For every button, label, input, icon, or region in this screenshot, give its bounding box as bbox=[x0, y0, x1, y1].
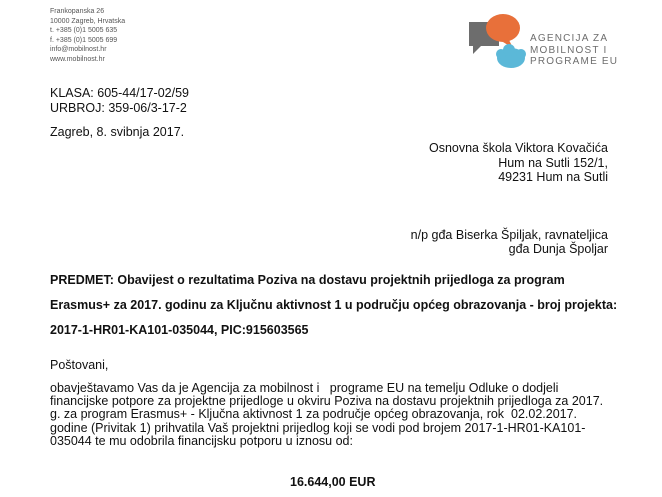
recipient-name: Osnovna škola Viktora Kovačića bbox=[428, 141, 608, 155]
letter-date: Zagreb, 8. svibnja 2017. bbox=[50, 125, 185, 139]
sender-city: 10000 Zagreb, Hrvatska bbox=[50, 17, 126, 25]
subject-line-2: Erasmus+ za 2017. godinu za Ključnu aktivnost 1 u području općeg obrazovanja - broj projekta: bbox=[50, 298, 618, 312]
reference-block bbox=[50, 86, 189, 115]
recipient-address bbox=[429, 141, 608, 185]
sender-website: www.mobilnost.hr bbox=[50, 55, 105, 63]
grant-amount: 16.644,00 EUR bbox=[290, 475, 376, 489]
sender-phone: t. +385 (0)1 5005 635 bbox=[50, 27, 118, 34]
sender-fax: f. +385 (0)1 5005 699 bbox=[50, 36, 118, 44]
recipient-city: 49231 Hum na Sutli bbox=[498, 170, 608, 184]
sender-email: info@mobilnost.hr bbox=[50, 46, 107, 53]
subject-block bbox=[50, 268, 630, 343]
logo-line-3: PROGRAME EU bbox=[530, 56, 619, 67]
urbroj: URBROJ: 359-06/3-17-2 bbox=[50, 100, 187, 115]
body-line-5: 035044 te mu odobrila financijsku potporu u iznosu od: bbox=[50, 433, 353, 448]
logo-text bbox=[530, 33, 618, 68]
body-paragraph bbox=[50, 382, 616, 448]
body-line-4: godine (Privitak 1) prihvatila Vaš projektni prijedlog koji se vodi pod brojem 2017-1-HR01-KA101- bbox=[50, 420, 586, 435]
body-line-2: financijske potpore za projektne prijedloge u okviru Poziva na dostavu projektnih prijedloga za 2017. bbox=[50, 394, 604, 409]
agency-logo bbox=[467, 10, 647, 74]
recipient-street: Hum na Sutli 152/1, bbox=[498, 155, 608, 170]
speech-bubbles-icon bbox=[467, 10, 529, 74]
subject-line-1: PREDMET: Obavijest o rezultatima Poziva na dostavu projektnih prijedloga za program bbox=[50, 273, 565, 287]
sender-address bbox=[50, 7, 125, 64]
greeting: Poštovani, bbox=[50, 358, 109, 372]
sender-street: Frankopanska 26 bbox=[50, 8, 105, 15]
attention-line-1: n/p gđa Biserka Špiljak, ravnateljica bbox=[410, 228, 608, 242]
logo-line-2: MOBILNOST I bbox=[530, 44, 608, 56]
logo-line-1: AGENCIJA ZA bbox=[530, 33, 609, 44]
body-line-3: g. za program Erasmus+ - Ključna aktivnost 1 za područje općeg obrazovanja, rok 02.02.2017. bbox=[50, 407, 578, 422]
klasa: KLASA: 605-44/17-02/59 bbox=[50, 86, 189, 100]
body-line-1: obavještavamo Vas da je Agencija za mobilnost i programe EU na temelju Odluke o dodjeli bbox=[50, 381, 559, 395]
attention-line-2: gđa Dunja Špoljar bbox=[508, 242, 608, 256]
attention-block bbox=[411, 228, 608, 256]
subject-line-3: 2017-1-HR01-KA101-035044, PIC:915603565 bbox=[50, 323, 309, 337]
